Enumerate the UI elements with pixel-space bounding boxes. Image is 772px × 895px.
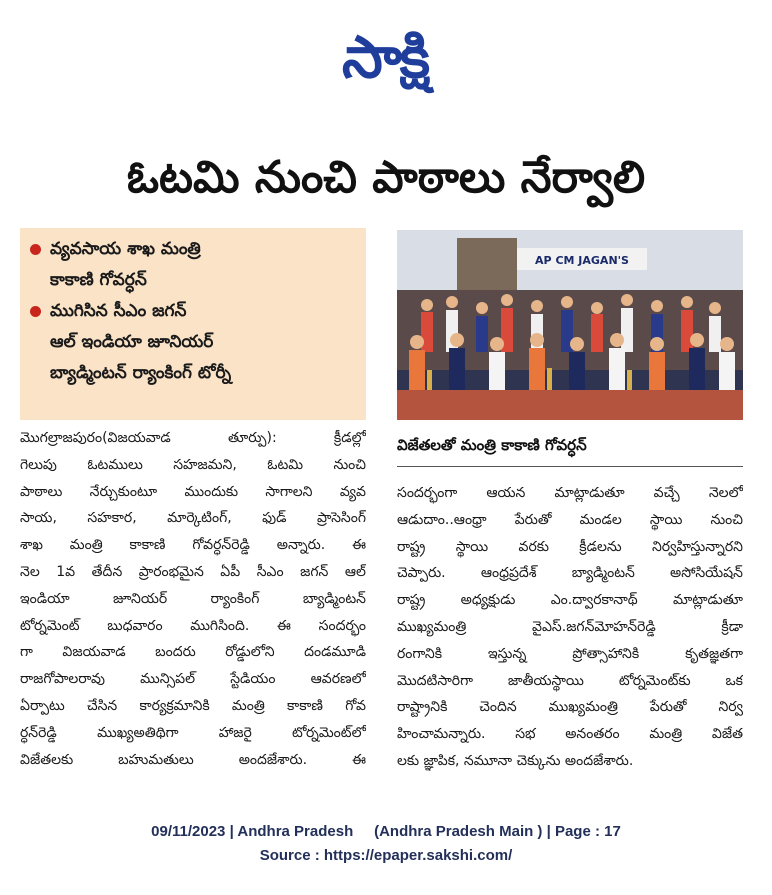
bullet-icon	[30, 244, 41, 255]
article-line: ర్ధన్‌రెడ్డి ముఖ్యఅతిథిగా హాజరై టోర్నమెంట్‌లో	[20, 724, 366, 741]
highlights-box	[20, 228, 366, 420]
article-line: మొదటిసారిగా జాతీయస్థాయి టోర్నమెంట్‌కు ఒక	[397, 672, 743, 689]
highlight-item-1	[20, 234, 366, 296]
article-line: రాష్ట్ర అధ్యక్షుడు ఎం.ద్వారకానాథ్ మాట్లాడుతూ	[397, 592, 743, 609]
article-line: రాష్ట్ర స్థాయి వరకు క్రీడలను నిర్వహిస్తున్నారని	[397, 538, 743, 555]
footer-source[interactable]: Source : https://epaper.sakshi.com/	[259, 847, 513, 864]
article-line: లకు జ్ఞాపిక, నమూనా చెక్కును అందజేశారు.	[397, 752, 634, 769]
article-line: ముఖ్యమంత్రి వైఎస్.జగన్‌మోహన్‌రెడ్డి క్రీడా	[397, 618, 743, 635]
article-line: గెలుపు ఓటములు సహజమని, ఓటమి నుంచి	[20, 456, 366, 473]
article-line: పాఠాలు నేర్చుకుంటూ ముందుకు సాగాలని వ్యవ	[20, 483, 366, 500]
highlight-line: వ్యవసాయ శాఖ మంత్రి	[50, 239, 201, 259]
article-column-right	[397, 480, 743, 775]
bullet-icon	[30, 306, 41, 317]
headline: ఓటమి నుంచి పాఠాలు నేర్వాలి	[126, 152, 646, 203]
article-line: ఆడుదాం..ఆంధ్రా పేరుతో మండల స్థాయి నుంచి	[397, 511, 743, 528]
article-line: రంగానికి ఇస్తున్న ప్రోత్సాహానికి కృతజ్ఞతగా	[397, 645, 743, 662]
article-line: గా విజయవాడ బందరు రోడ్డులోని దండమూడి	[20, 644, 366, 661]
article-line: టోర్నమెంట్ బుధవారం ముగిసింది. ఈ సందర్భం	[20, 617, 366, 634]
article-line: చెప్పారు. ఆంధ్రప్రదేశ్ బ్యాడ్మింటన్ అసోసియేషన్	[397, 565, 743, 582]
article-line: రాజగోపాలరావు మున్సిపల్ స్టేడియం ఆవరణలో	[20, 671, 366, 688]
article-line: సాయ, సహకార, మార్కెటింగ్, ఫుడ్ ప్రాసెసింగ్	[20, 510, 366, 527]
article-line: రాష్ట్రానికి చెందిన ముఖ్యమంత్రి పేరుతో నిర్వ	[397, 699, 743, 716]
masthead	[0, 0, 772, 110]
highlight-line: కాకాణి గోవర్ధన్	[50, 270, 147, 290]
divider	[397, 466, 743, 467]
highlight-item-2	[20, 296, 366, 389]
photo-caption: విజేతలతో మంత్రి కాకాణి గోవర్ధన్	[397, 436, 587, 454]
article-column-left	[20, 425, 366, 773]
sakshi-logo: సాక్షి	[341, 23, 429, 91]
article-line: విజేతలకు బహుమతులు అందజేశారు. ఈ	[20, 751, 366, 768]
highlight-line: ముగిసిన సీఎం జగన్	[50, 301, 187, 321]
article-line: హించామన్నారు. సభ అనంతరం మంత్రి విజేత	[397, 726, 743, 743]
article-line: సందర్భంగా ఆయన మాట్లాడుతూ వచ్చే నెలలో	[397, 485, 743, 501]
article-line: ఏర్పాటు చేసిన కార్యక్రమానికి మంత్రి కాకాణి గోవ	[20, 697, 366, 714]
article-line: మొగల్రాజపురం(విజయవాడ తూర్పు): క్రీడల్లో	[20, 430, 366, 446]
article-line: శాఖ మంత్రి కాకాణి గోవర్ధన్‌రెడ్డి అన్నారు. ఈ	[20, 537, 366, 554]
footer-date-edition: 09/11/2023 | Andhra Pradesh (Andhra Pradesh Main ) | Page : 17	[151, 823, 621, 840]
news-photo	[397, 230, 743, 420]
footer	[0, 820, 772, 868]
highlight-line: ఆల్ ఇండియా జూనియర్	[50, 332, 214, 352]
highlight-line: బ్యాడ్మింటన్ ర్యాంకింగ్ టోర్నీ	[50, 363, 232, 383]
banner-text: AP CM JAGAN'S	[535, 254, 629, 267]
article-line: ఇండియా జూనియర్ ర్యాంకింగ్ బ్యాడ్మింటన్	[20, 590, 366, 607]
article-line: నెల 1వ తేదీన ప్రారంభమైన ఏపీ సీఎం జగన్ ఆల్	[20, 563, 366, 580]
